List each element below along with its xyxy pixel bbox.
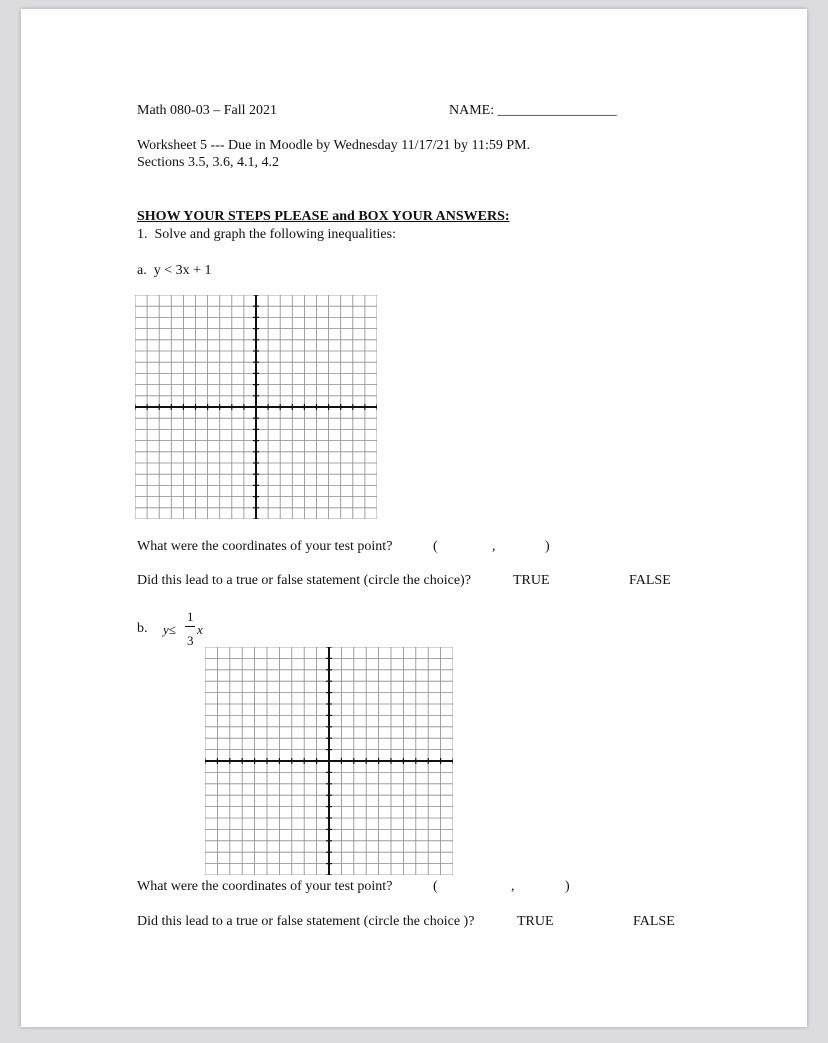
part-a-test-point-question: What were the coordinates of your test point? bbox=[137, 539, 393, 554]
sections-line: Sections 3.5, 3.6, 4.1, 4.2 bbox=[137, 155, 279, 170]
coordinate-grid-a bbox=[135, 295, 377, 519]
part-a-paren-close: ) bbox=[545, 539, 550, 554]
part-a-inequality: a. y < 3x + 1 bbox=[137, 263, 212, 278]
part-b-variable: x bbox=[197, 622, 203, 637]
name-field: NAME: _________________ bbox=[449, 103, 617, 118]
coordinate-grid-b bbox=[205, 647, 453, 875]
question-1: 1. Solve and graph the following inequalities: bbox=[137, 227, 396, 242]
part-b-truth-question: Did this lead to a true or false statement (circle the choice )? bbox=[137, 914, 475, 929]
part-b-numerator: 1 bbox=[187, 609, 194, 624]
part-a-paren-open: ( bbox=[433, 539, 438, 554]
course-title: Math 080-03 – Fall 2021 bbox=[137, 103, 277, 118]
part-b-lhs: y≤ bbox=[163, 622, 176, 637]
part-b-comma: , bbox=[511, 879, 515, 894]
part-a-comma: , bbox=[492, 539, 496, 554]
part-b-false-choice: FALSE bbox=[633, 914, 675, 929]
part-b-denominator: 3 bbox=[187, 633, 194, 648]
worksheet-page bbox=[21, 9, 807, 1027]
part-a-false-choice: FALSE bbox=[629, 573, 671, 588]
part-b-paren-open: ( bbox=[433, 879, 438, 894]
part-b-paren-close: ) bbox=[565, 879, 570, 894]
part-a-true-choice: TRUE bbox=[513, 573, 550, 588]
part-b-label: b. bbox=[137, 621, 148, 636]
fraction-bar bbox=[185, 626, 195, 627]
part-a-truth-question: Did this lead to a true or false statement (circle the choice)? bbox=[137, 573, 471, 588]
worksheet-due-line: Worksheet 5 --- Due in Moodle by Wednesday 11/17/21 by 11:59 PM. bbox=[137, 138, 531, 153]
part-b-test-point-question: What were the coordinates of your test point? bbox=[137, 879, 393, 894]
instructions-heading: SHOW YOUR STEPS PLEASE and BOX YOUR ANSWERS: bbox=[137, 209, 510, 224]
part-b-true-choice: TRUE bbox=[517, 914, 554, 929]
